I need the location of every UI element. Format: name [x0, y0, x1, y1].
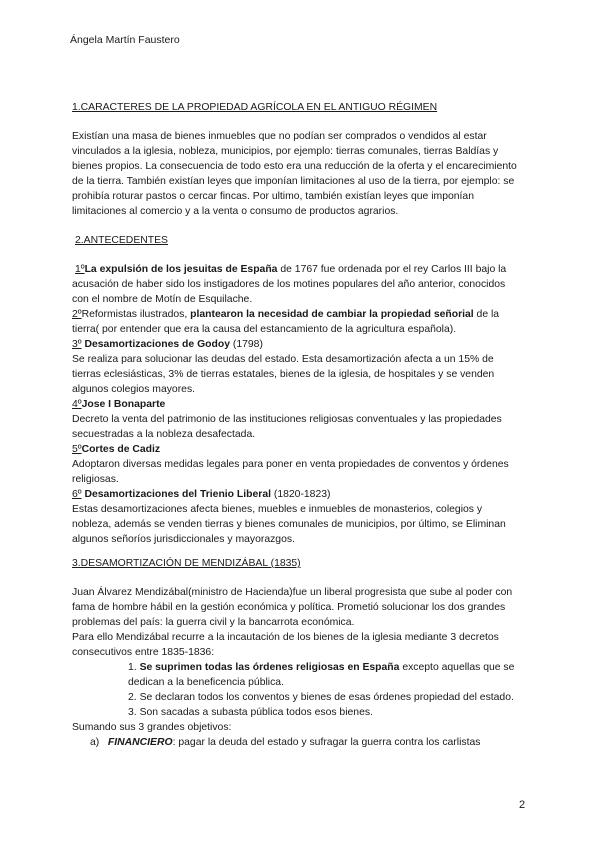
decree-3-text: Son sacadas a subasta pública todos esos bienes. [139, 707, 373, 718]
antecedent-3-years: (1798) [229, 339, 263, 350]
antecedent-5-title-line [72, 442, 524, 457]
objective-a-title: FINANCIERO [107, 737, 173, 748]
antecedent-4-number: 4º [72, 399, 82, 410]
antecedent-3-title-line [72, 337, 524, 352]
section2-heading: 2.ANTECEDENTES [75, 235, 168, 246]
section3-paragraph-1: Juan Álvarez Mendizábal(ministro de Hacienda)fue un liberal progresista que sube al poder con fama de hombre hábil en la gestión económica y política. Prometió solucionar los dos grandes problemas del país: la guerra civil y la bancarrota económica. [72, 587, 513, 628]
antecedent-1 [72, 262, 524, 307]
decree-2 [128, 690, 524, 705]
antecedent-6-text: Estas desamortizaciones afecta bienes, muebles e inmuebles de monasterios, colegios y nobleza, además se venden tierras y bienes comunales de municipios, por último, se Eliminan algunos señoríos jurisdiccionales y mayorazgos. [72, 504, 506, 545]
antecedent-2-pre: Reformistas ilustrados, [81, 309, 191, 320]
decree-1-title: Se suprimen todas las órdenes religiosas en España [139, 662, 400, 673]
antecedent-1-number: 1º [75, 264, 85, 275]
antecedent-6-title: Desamortizaciones del Trienio Liberal [81, 489, 271, 500]
antecedent-2-title: plantearon la necesidad de cambiar la propiedad señorial [190, 309, 474, 320]
section1-paragraph: Existían una masa de bienes inmuebles que no podían ser comprados o vendidos al estar vinculados a la iglesia, nobleza, municipios, por ejemplo: tierras comunales, tierras Baldías y bienes propios. La consecuencia de todo esto era una reducción de la oferta y el encarecimiento de la tierra. También existían leyes que imponían limitaciones al uso de la tierra, por ejemplo: se prohibía roturar pastos o cercar fincas. Por ultimo, también existían leyes que imponían limitaciones al comercio y a la venta o consumo de productos agrarios. [72, 131, 517, 217]
objective-a [90, 735, 524, 750]
antecedent-2-number: 2º [72, 309, 82, 320]
antecedent-6-number: 6º [72, 489, 82, 500]
page-number: 2 [519, 799, 526, 811]
antecedent-4-title-line [72, 397, 524, 412]
decree-3 [128, 705, 524, 720]
antecedent-1-title: La expulsión de los jesuitas de España [84, 264, 278, 275]
decree-2-number: 2. [128, 692, 140, 703]
section3-paragraph-2: Para ello Mendizábal recurre a la incautación de los bienes de la iglesia mediante 3 decretos consecutivos entre 1835-1836: [72, 632, 499, 658]
antecedent-6-years: (1820-1823) [270, 489, 331, 500]
antecedent-5-title: Cortes de Cadiz [81, 444, 161, 455]
antecedent-2 [72, 307, 524, 337]
decree-2-text: Se declaran todos los conventos y bienes de esas órdenes propiedad del estado. [139, 692, 514, 703]
antecedent-6-title-line [72, 487, 524, 502]
section3-heading: 3.DESAMORTIZACIÓN DE MENDIZÁBAL (1835) [72, 558, 301, 569]
antecedent-4-title: Jose I Bonaparte [81, 399, 166, 410]
objective-a-letter: a) [90, 737, 100, 748]
antecedent-4-text: Decreto la venta del patrimonio de las instituciones religiosas conventuales y las propiedades secuestradas a la nobleza desafectada. [72, 414, 502, 440]
antecedent-3-text: Se realiza para solucionar las deudas del estado. Esta desamortización afecta a un 15% de tierras eclesiásticas, 3% de tierras estatales, bienes de la iglesia, de hospitales y se venden algunos colegios mayores. [72, 354, 495, 395]
decree-1 [128, 660, 524, 690]
author-name: Ángela Martín Faustero [70, 34, 180, 46]
antecedent-1-text: de 1767 fue ordenada por el rey Carlos III bajo la acusación de haber sido los instigadores de los motines populares del año anterior, conocidos con el nombre de Motín de Esquilache. [72, 264, 507, 305]
antecedent-5-text: Adoptaron diversas medidas legales para poner en venta propiedades de conventos y órdenes religiosas. [72, 459, 509, 485]
decree-1-number: 1. [128, 662, 140, 673]
section1-heading: 1.CARACTERES DE LA PROPIEDAD AGRÍCOLA EN EL ANTIGUO RÉGIMEN [72, 102, 438, 113]
objective-a-text: : pagar la deuda del estado y sufragar la guerra contra los carlistas [172, 737, 481, 748]
antecedent-5-number: 5º [72, 444, 82, 455]
decrees-list [128, 660, 524, 720]
objectives-intro: Sumando sus 3 grandes objetivos: [72, 722, 232, 733]
document-body [72, 100, 524, 750]
antecedent-2-text: de la tierra( por entender que era la causa del estancamiento de la agricultura española). [72, 309, 500, 335]
antecedent-3-title: Desamortizaciones de Godoy [81, 339, 230, 350]
decree-3-number: 3. [128, 707, 140, 718]
decree-1-text: excepto aquellas que se dedican a la beneficencia pública. [128, 662, 515, 688]
antecedent-3-number: 3º [72, 339, 82, 350]
